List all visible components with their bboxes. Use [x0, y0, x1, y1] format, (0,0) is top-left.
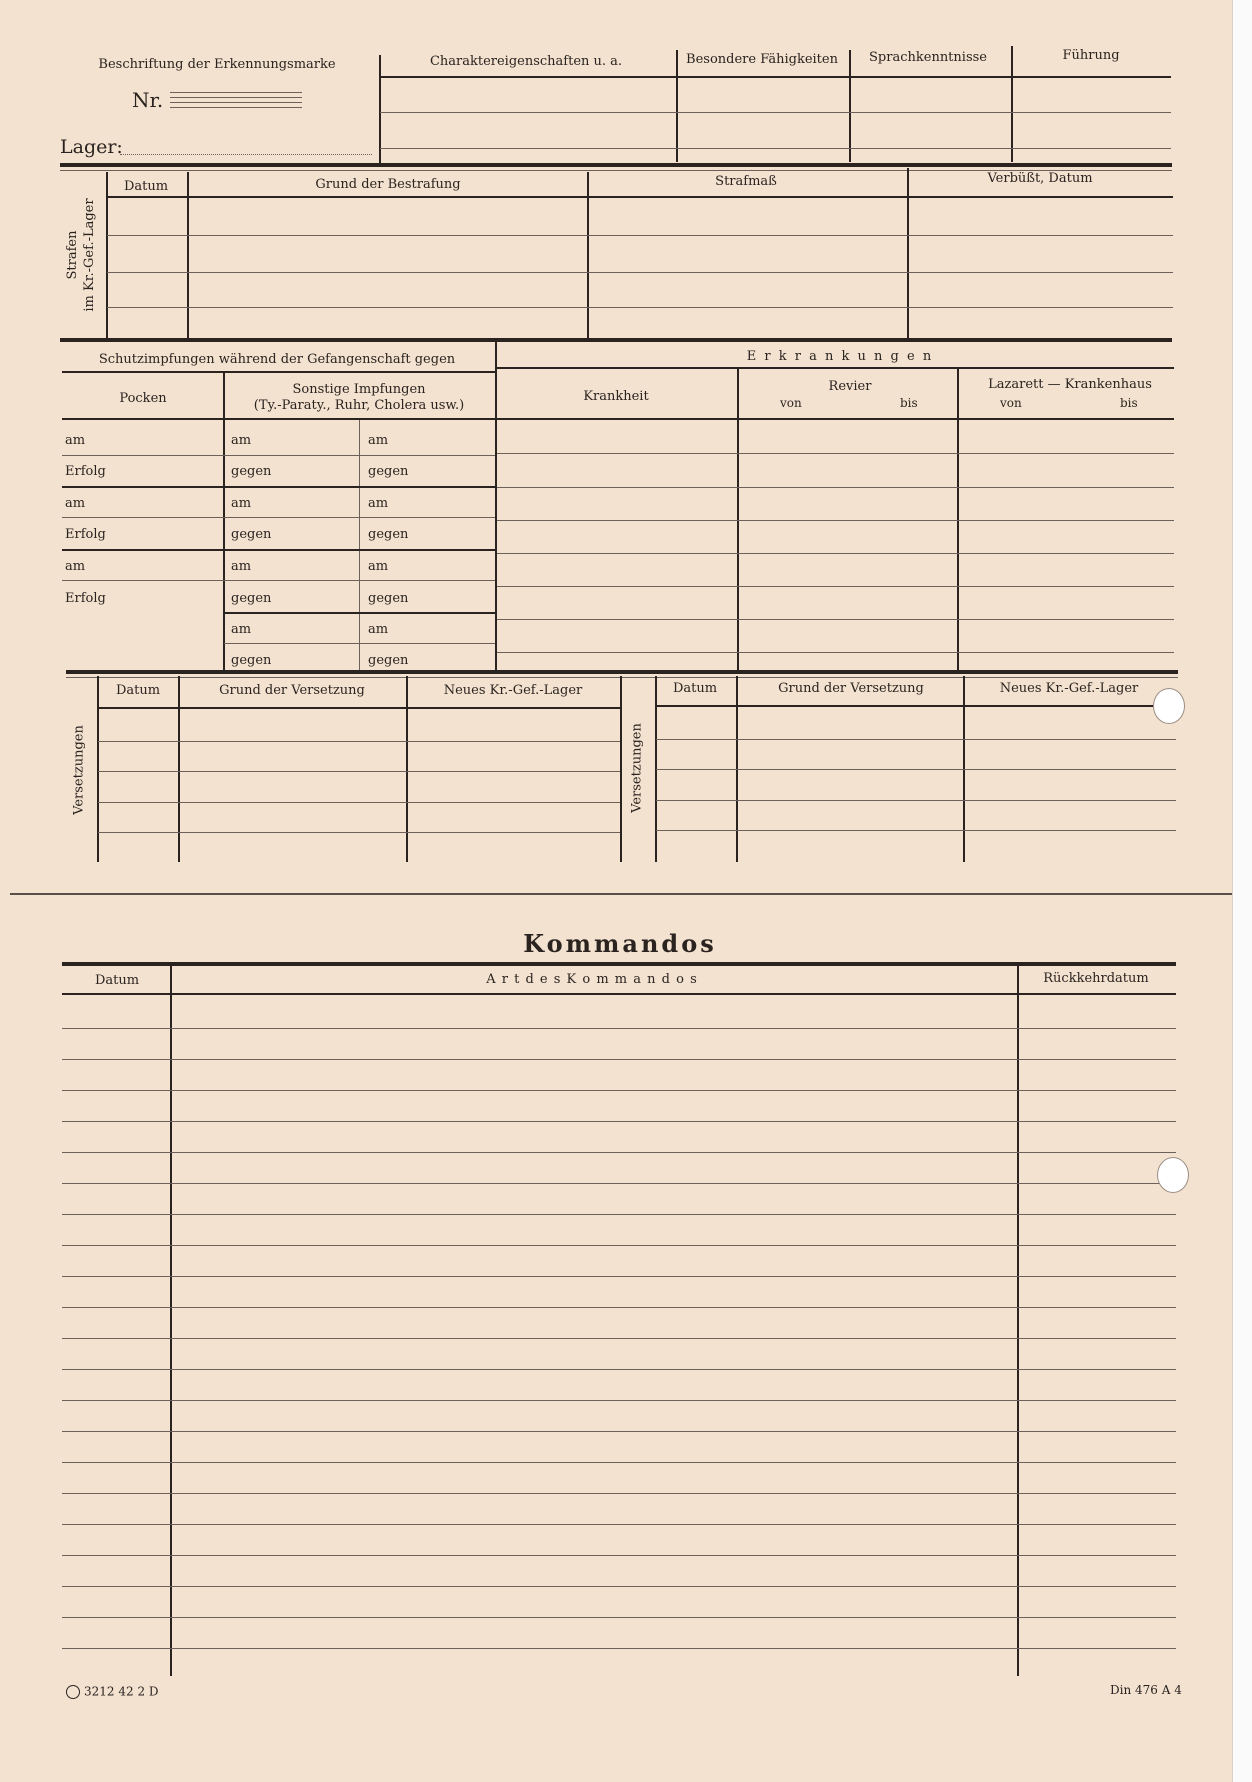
sonstige-gegen-1a: gegen — [231, 464, 272, 479]
lazarett-header: Lazarett — Krankenhaus — [988, 377, 1152, 392]
sprachen-header: Sprachkenntnisse — [869, 50, 987, 65]
pocken-am-1: am — [65, 433, 86, 448]
vers-left-col-lager: Neues Kr.-Gef.-Lager — [443, 683, 583, 698]
strafen-verbuesst-field[interactable] — [910, 198, 1172, 338]
erkrankungen-title: E r k r a n k u n g e n — [746, 349, 934, 364]
sonstige-am-4b: am — [368, 622, 389, 637]
emblem-icon — [66, 1685, 80, 1699]
versetzungen-side-label-left: Versetzungen — [71, 725, 87, 815]
sprachen-field[interactable] — [852, 78, 1009, 160]
vers-right-datum-field[interactable] — [657, 707, 735, 861]
revier-field[interactable] — [740, 420, 956, 670]
sonstige-am-3b: am — [368, 559, 389, 574]
erkennungsmarke-label: Beschriftung der Erkennungsmarke — [98, 57, 336, 72]
nr-label: Nr. — [132, 88, 164, 112]
impfungen-title: Schutzimpfungen während der Gefangenschaft gegen — [98, 352, 456, 367]
strafen-col-datum: Datum — [123, 179, 169, 194]
pocken-erfolg-2: Erfolg — [65, 527, 106, 542]
faehigkeiten-header: Besondere Fähigkeiten — [686, 52, 838, 67]
kommandos-art-field[interactable] — [173, 995, 1015, 1675]
sonstige-header-2: (Ty.-Paraty., Ruhr, Cholera usw.) — [253, 398, 465, 413]
pocken-erfolg-1: Erfolg — [65, 464, 106, 479]
sonstige-gegen-3a: gegen — [231, 591, 272, 606]
sonstige-gegen-2a: gegen — [231, 527, 272, 542]
sonstige-am-2b: am — [368, 496, 389, 511]
fuehrung-field[interactable] — [1014, 78, 1171, 160]
strafen-grund-field[interactable] — [189, 198, 585, 338]
revier-header: Revier — [828, 379, 872, 394]
versetzungen-side-label-right: Versetzungen — [629, 723, 645, 813]
sonstige-am-2a: am — [231, 496, 252, 511]
sonstige-am-1b: am — [368, 433, 389, 448]
lager-label: Lager: — [60, 136, 123, 158]
pocken-am-2: am — [65, 496, 86, 511]
lazarett-von: von — [1000, 396, 1022, 410]
vers-right-col-grund: Grund der Versetzung — [778, 681, 924, 696]
vers-left-col-datum: Datum — [115, 683, 161, 698]
pocken-erfolg-3: Erfolg — [65, 591, 106, 606]
print-code: 3212 42 2 D — [66, 1685, 159, 1699]
revier-bis: bis — [900, 396, 918, 410]
kommandos-col-datum: Datum — [94, 973, 140, 988]
nr-field[interactable] — [170, 90, 302, 110]
sonstige-header-1: Sonstige Impfungen — [292, 382, 426, 397]
revier-von: von — [780, 396, 802, 410]
punch-hole-upper — [1153, 688, 1185, 724]
sonstige-gegen-4b: gegen — [368, 653, 409, 668]
sonstige-gegen-1b: gegen — [368, 464, 409, 479]
charakter-field[interactable] — [382, 78, 674, 160]
vers-left-col-grund: Grund der Versetzung — [219, 683, 365, 698]
pocken-header: Pocken — [119, 391, 167, 406]
lager-field[interactable] — [120, 148, 372, 155]
din-label: Din 476 A 4 — [1110, 1683, 1182, 1697]
kommandos-datum-field[interactable] — [64, 995, 168, 1675]
punch-hole-lower — [1157, 1157, 1189, 1193]
vers-left-lager-field[interactable] — [409, 709, 619, 861]
vers-right-lager-field[interactable] — [966, 707, 1176, 861]
kommandos-title: Kommandos — [523, 929, 717, 958]
kommandos-col-rueckkehr: Rückkehrdatum — [1043, 971, 1149, 986]
lazarett-field[interactable] — [960, 420, 1174, 670]
strafen-datum-field[interactable] — [108, 198, 186, 338]
vers-left-datum-field[interactable] — [99, 709, 177, 861]
sonstige-gegen-2b: gegen — [368, 527, 409, 542]
vers-left-grund-field[interactable] — [181, 709, 405, 861]
krankheit-header: Krankheit — [583, 389, 649, 404]
strafen-col-verbuesst: Verbüßt, Datum — [987, 171, 1093, 186]
vers-right-col-datum: Datum — [672, 681, 718, 696]
strafen-col-strafmass: Strafmaß — [715, 174, 777, 189]
sonstige-gegen-3b: gegen — [368, 591, 409, 606]
strafen-col-grund: Grund der Bestrafung — [315, 177, 461, 192]
vers-right-col-lager: Neues Kr.-Gef.-Lager — [999, 681, 1139, 696]
vers-right-grund-field[interactable] — [739, 707, 962, 861]
fuehrung-header: Führung — [1062, 48, 1120, 63]
charakter-header: Charaktereigenschaften u. a. — [429, 54, 623, 69]
strafen-side-label: Strafen im Kr.-Gef.-Lager — [65, 198, 97, 312]
sonstige-am-3a: am — [231, 559, 252, 574]
pocken-am-3: am — [65, 559, 86, 574]
kommandos-col-art: A r t d e s K o m m a n d o s — [486, 972, 698, 987]
sonstige-am-1a: am — [231, 433, 252, 448]
strafen-strafmass-field[interactable] — [590, 198, 905, 338]
kommandos-rueckkehr-field[interactable] — [1020, 995, 1176, 1675]
paper-edge — [1232, 0, 1252, 1782]
lazarett-bis: bis — [1120, 396, 1138, 410]
sonstige-gegen-4a: gegen — [231, 653, 272, 668]
faehigkeiten-field[interactable] — [679, 78, 847, 160]
krankheit-field[interactable] — [498, 420, 736, 670]
sonstige-am-4a: am — [231, 622, 252, 637]
